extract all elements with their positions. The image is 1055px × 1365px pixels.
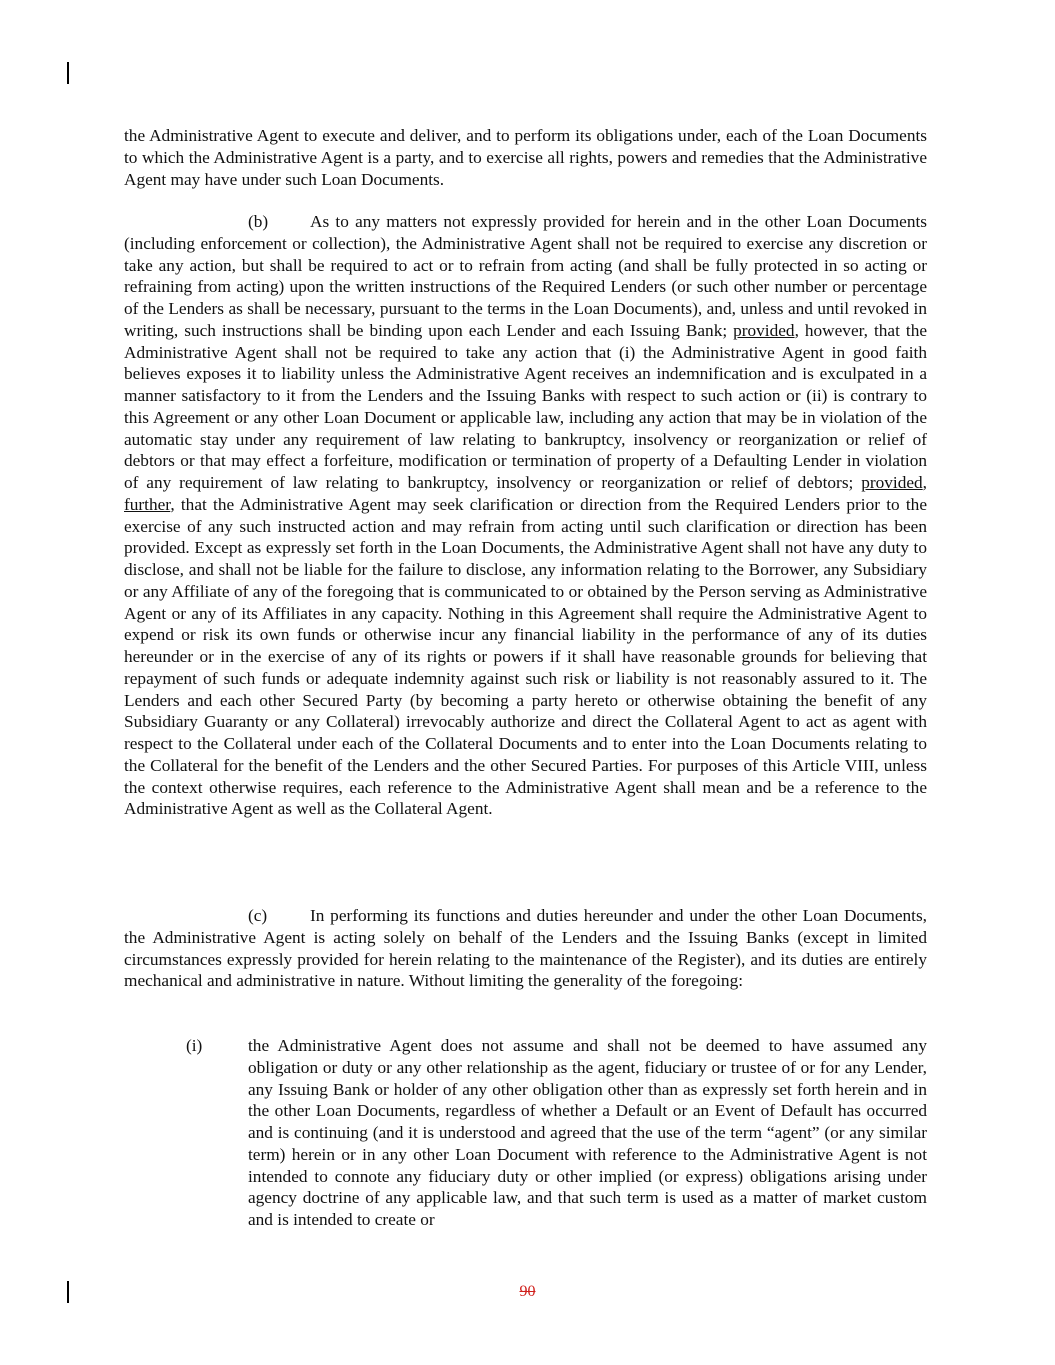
further-term: further [124,494,171,514]
paragraph-c-label: (c) [248,906,268,925]
provided-term-2: provided [861,473,923,492]
paragraph-b [124,211,927,820]
list-item-i-label: (i) [186,1036,203,1055]
provided-term-1: provided [733,320,795,340]
paragraph-intro: the Administrative Agent to execute and deliver, and to perform its obligations under, each of the Loan Documents to which the Administrative Agent is a party, and to exercise all rights, powers and remedies that the Administrative Agent may have under such Loan Documents. [124,126,927,189]
paragraph-b-text-part2: , however, that the Administrative Agent shall not be required to take any action that (i) the Administrative Agent in good faith believes exposes it to liability unless the Administrative Agent receives an indemnification and is exculpated in a manner satisfactory to it from the Lenders and the Issuing Banks with respect to such action or (ii) is contrary to this Agreement or any other Loan Document or applicable law, including any action that may be in violation of the automatic stay under any requirement of law relating to bankruptcy, insolvency or reorganization or relief of debtors or that may effect a forfeiture, modification or termination of property of a Defaulting Lender in violation of any requirement of law relating to bankruptcy, insolvency or reorganization or relief of debtors; [124,320,927,492]
paragraph-b-text-part3: , that the Administrative Agent may seek clarification or direction from the Required Lenders prior to the exercise of any such instructed action and may refrain from acting until such clarification or direction has been provided. Except as expressly set forth in the Loan Documents, the Administrative Agent shall not have any duty to disclose, and shall not be liable for the failure to disclose, any information relating to the Borrower, any Subsidiary or any Affiliate of any of the foregoing that is communicated to or obtained by the Person serving as Administrative Agent or any of its Affiliates in any capacity. Nothing in this Agreement shall require the Administrative Agent to expend or risk its own funds or otherwise incur any financial liability in the performance of any of its duties hereunder or in the exercise of any of its rights or powers if it shall have reasonable grounds for believing that repayment of such funds or adequate indemnity against such risk or liability is not reasonably assured to it. The Lenders and each other Secured Party (by becoming a party hereto or otherwise obtaining the benefit of any Subsidiary Guaranty or any Collateral) irrevocably authorize and direct the Collateral Agent to act as agent with respect to the Collateral under each of the Collateral Documents and to enter into the Loan Documents relating to the Collateral for the benefit of the Lenders and the other Secured Parties. For purposes of this Article VIII, unless the context otherwise requires, each reference to the Administrative Agent shall mean and be a reference to the Administrative Agent as well as the Collateral Agent. [124,494,927,819]
paragraph-b-separator: , [922,473,927,492]
list-item-i [186,1035,927,1231]
paragraph-b-text-part1: As to any matters not expressly provided for herein and in the other Loan Documents (including enforcement or collection), the Administrative Agent shall not be required to exercise any discretion or take any action, but shall be required to act or to refrain from acting (and shall be fully protected in so acting or refraining from acting) upon the written instructions of the Required Lenders (or such other number or percentage of the Lenders as shall be necessary, pursuant to the terms in the Loan Documents), and, unless and until revoked in writing, such instructions shall be binding upon each Lender and each Issuing Bank; [124,212,927,340]
paragraph-c [124,905,927,992]
paragraph-c-text: In performing its functions and duties hereunder and under the other Loan Documents, the Administrative Agent is acting solely on behalf of the Lenders and the Issuing Banks (except in limited circumstances expressly provided for herein relating to the maintenance of the Register), and its duties are entirely mechanical and administrative in nature. Without limiting the generality of the foregoing: [124,906,927,991]
paragraph-b-label: (b) [248,212,269,231]
page-number: 90 [519,1283,536,1300]
change-bar-top [67,62,69,84]
list-item-i-text: the Administrative Agent does not assume and shall not be deemed to have assumed any obligation or duty or any other relationship as the agent, fiduciary or trustee of or for any Lender, any Issuing Bank or holder of any other obligation other than as expressly set forth herein and in the other Loan Documents, regardless of whether a Default or an Event of Default has occurred and is continuing (and it is understood and agreed that the use of the term “agent” (or any similar term) herein or in any other Loan Document with reference to the Administrative Agent is not intended to connote any fiduciary duty or other implied (or express) obligations arising under agency doctrine of any applicable law, and that such term is used as a matter of market custom and is intended to create or [248,1036,927,1229]
